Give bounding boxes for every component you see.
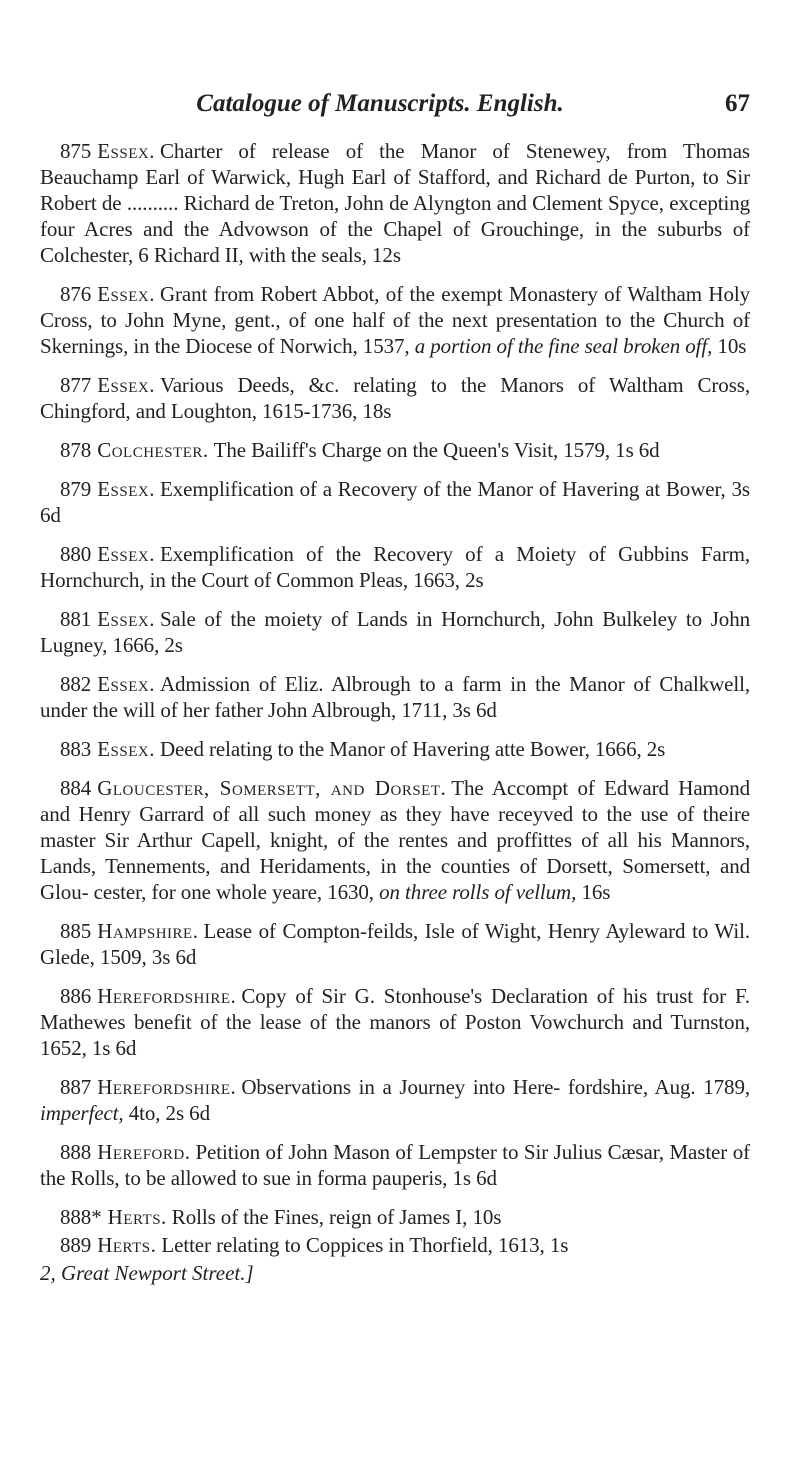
- entry-description: Petition of John Mason of Lempster to Sir Julius Cæsar, Master of the Rolls, to be allowed to sue in forma pauperis, 1s 6d: [40, 1140, 750, 1190]
- entry-county: Essex.: [97, 282, 155, 306]
- entry-county: Herefordshire.: [97, 1075, 237, 1099]
- entry-number: 877: [60, 373, 92, 397]
- entry-description: Various Deeds, &c. relating to the Manors of Waltham Cross, Chingford, and Loughton, 1615-1736, 18s: [40, 373, 750, 423]
- entry-number: 886: [60, 984, 92, 1008]
- entry-description: Deed relating to the Manor of Havering atte Bower, 1666, 2s: [159, 737, 666, 761]
- entry-note: imperfect,: [40, 1101, 124, 1125]
- entry-description: Admission of Eliz. Albrough to a farm in the Manor of Chalkwell, under the will of her father John Albrough, 1711, 3s 6d: [40, 672, 750, 722]
- entry-number: 880: [60, 542, 92, 566]
- entry-county: Herts.: [107, 1205, 167, 1229]
- catalogue-entry: [40, 138, 750, 268]
- entry-number: 882: [60, 672, 92, 696]
- entry-number: 881: [60, 607, 92, 631]
- entry-county: Herts.: [97, 1233, 157, 1257]
- entry-number: 879: [60, 477, 92, 501]
- catalogue-entry: [40, 476, 750, 528]
- entry-county: Essex.: [97, 672, 155, 696]
- entry-price: 16s: [581, 880, 611, 904]
- catalogue-entry: [40, 1204, 750, 1230]
- entry-description: Sale of the moiety of Lands in Hornchurch, John Bulkeley to John Lugney, 1666, 2s: [40, 607, 750, 657]
- entry-number: 875: [60, 139, 92, 163]
- entry-number: 888*: [60, 1205, 102, 1229]
- catalogue-entry: [40, 1074, 750, 1126]
- entry-description: Copy of Sir G. Stonhouse's Declaration of his trust for F. Mathewes benefit of the lease of the manors of Poston Vowchurch and Turnston, 1652, 1s 6d: [40, 984, 750, 1060]
- entry-number: 883: [60, 737, 92, 761]
- catalogue-entry: [40, 437, 750, 463]
- entry-description: Rolls of the Fines, reign of James I, 10s: [171, 1205, 502, 1229]
- entry-description: Observations in a Journey into Here- fordshire, Aug. 1789,: [241, 1075, 750, 1099]
- entry-county: Hampshire.: [97, 919, 199, 943]
- catalogue-entry: [40, 1232, 750, 1258]
- entry-description: Letter relating to Coppices in Thorfield, 1613, 1s: [161, 1233, 569, 1257]
- entry-note: on three rolls of vellum,: [379, 880, 577, 904]
- entry-number: 884: [60, 776, 92, 800]
- entry-number: 876: [60, 282, 92, 306]
- entry-county: Herefordshire.: [97, 984, 237, 1008]
- entry-number: 889: [60, 1233, 92, 1257]
- entry-county: Colchester.: [97, 438, 209, 462]
- catalogue-entry: [40, 606, 750, 658]
- entry-description: Exemplification of a Recovery of the Manor of Havering at Bower, 3s 6d: [40, 477, 750, 527]
- page-number: 67: [725, 90, 750, 117]
- entry-price: 10s: [717, 334, 747, 358]
- entry-number: 888: [60, 1140, 92, 1164]
- entry-number: 885: [60, 919, 92, 943]
- entry-description: The Accompt of Edward Hamond and Henry Garrard of all such money as they have receyved to the use of theire master Sir Arthur Capell, knight, of the rentes and proffittes of all his Mannors, Lands, Tennements, and Heridaments, in the counties of Dorsett, Somersett, and Glou- cester, for one whole yeare, 1630,: [40, 776, 750, 904]
- entry-description: Charter of release of the Manor of Stenewey, from Thomas Beauchamp Earl of Warwick, Hugh Earl of Stafford, and Richard de Purton, to Sir Robert de .......... Richard de Treton, John de Alyngton and Clement Spyce, excepting four Acres and the Advowson of the Chapel of Grouchinge, in the suburbs of Colchester, 6 Richard II, with the seals, 12s: [40, 139, 750, 267]
- publisher-address: 2, Great Newport Street.]: [40, 1261, 254, 1285]
- catalogue-entry: [40, 918, 750, 970]
- entry-price: 4to, 2s 6d: [128, 1101, 210, 1125]
- entry-county: Hereford.: [97, 1140, 191, 1164]
- entry-county: Essex.: [97, 139, 155, 163]
- entry-county: Essex.: [97, 542, 155, 566]
- page-header: [40, 90, 750, 124]
- entry-county: Essex.: [97, 737, 155, 761]
- entry-description: Exemplification of the Recovery of a Moiety of Gubbins Farm, Hornchurch, in the Court of Common Pleas, 1663, 2s: [40, 542, 750, 592]
- catalogue-entry: [40, 775, 750, 905]
- entry-county: Essex.: [97, 373, 155, 397]
- entry-list: [40, 138, 750, 1258]
- entry-description: Lease of Compton-feilds, Isle of Wight, Henry Ayleward to Wil. Glede, 1509, 3s 6d: [40, 919, 750, 969]
- catalogue-entry: [40, 671, 750, 723]
- entry-number: 878: [60, 438, 92, 462]
- entry-note: a portion of the fine seal broken off,: [414, 334, 713, 358]
- catalogue-entry: [40, 541, 750, 593]
- entry-description: The Bailiff's Charge on the Queen's Visit, 1579, 1s 6d: [213, 438, 660, 462]
- catalogue-entry: [40, 736, 750, 762]
- catalogue-entry: [40, 983, 750, 1061]
- entry-county: Gloucester, Somersett, and Dorset.: [97, 776, 447, 800]
- entry-county: Essex.: [97, 477, 155, 501]
- entry-number: 887: [60, 1075, 92, 1099]
- catalogue-entry: [40, 1139, 750, 1191]
- entry-description: Grant from Robert Abbot, of the exempt Monastery of Waltham Holy Cross, to John Myne, gent., of one half of the next presentation to the Church of Skernings, in the Diocese of Norwich, 1537,: [40, 282, 750, 358]
- running-title: Catalogue of Manuscripts. English.: [196, 90, 564, 117]
- entry-county: Essex.: [97, 607, 155, 631]
- catalogue-entry: [40, 281, 750, 359]
- catalogue-entry: [40, 372, 750, 424]
